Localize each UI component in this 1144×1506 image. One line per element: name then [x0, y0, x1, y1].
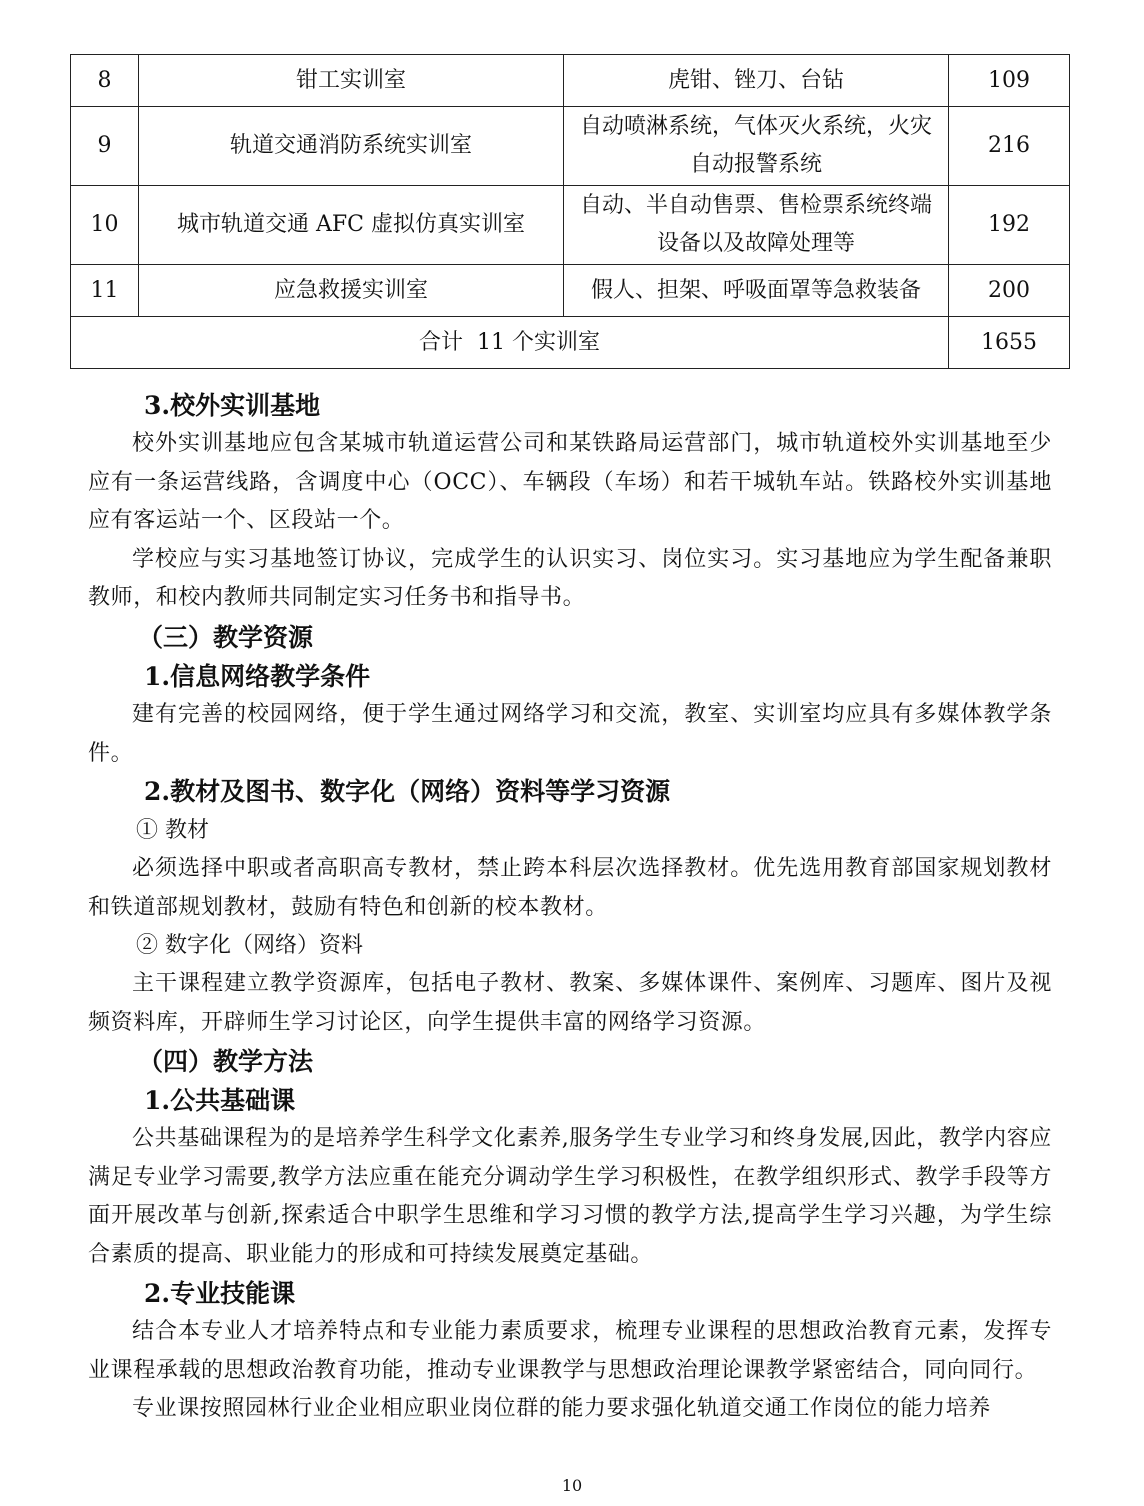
paragraph: 结合本专业人才培养特点和专业能力素质要求，梳理专业课程的思想政治教育元素，发挥专业课程承载的思想政治教育功能，推动专业课教学与思想政治理论课教学紧密结合，同向同行。 — [88, 1319, 1052, 1383]
public-course-body — [88, 1120, 1052, 1274]
room-equipment: 假人、担架、呼吸面罩等急救装备 — [564, 265, 949, 317]
table-total-row — [71, 317, 1070, 369]
paragraph: 公共基础课程为的是培养学生科学文化素养,服务学生专业学习和终身发展,因此，教学内容应满足专业学习需要,教学方法应重在能充分调动学生学习积极性，在教学组织形式、教学手段等方面开展改革与创新,探索适合中职学生思维和学习习惯的教学方法,提高学生学习兴趣，为学生综合素质的提高、职业能力的形成和可持续发展奠定基础。 — [88, 1126, 1052, 1267]
paragraph: 建有完善的校园网络，便于学生通过网络学习和交流，教室、实训室均应具有多媒体教学条件。 — [88, 702, 1052, 766]
digital-body — [88, 965, 1052, 1042]
paragraph: 学校应与实习基地签订协议，完成学生的认识实习、岗位实习。实习基地应为学生配备兼职教师，和校内教师共同制定实习任务书和指导书。 — [88, 546, 1052, 610]
total-count: 1655 — [949, 317, 1070, 369]
room-count: 216 — [949, 107, 1070, 186]
paragraph: 必须选择中职或者高职高专教材，禁止跨本科层次选择教材。优先选用教育部国家规划教材和铁道部规划教材，鼓励有特色和创新的校本教材。 — [88, 856, 1052, 920]
professional-course-body — [88, 1313, 1052, 1429]
item-digital-materials: ② 数字化（网络）资料 — [136, 933, 363, 958]
row-number: 9 — [71, 107, 139, 186]
page-number: 10 — [561, 1476, 583, 1495]
room-equipment: 虎钳、锉刀、台钻 — [564, 55, 949, 107]
subsection-heading-public: 1.公共基础课 — [144, 1086, 296, 1115]
subsection-heading-materials: 2.教材及图书、数字化（网络）资料等学习资源 — [144, 777, 671, 806]
textbook-body — [88, 850, 1052, 927]
table-row — [71, 55, 1070, 107]
item-textbook: ① 教材 — [136, 818, 209, 843]
subsection-heading-professional: 2.专业技能课 — [144, 1279, 296, 1308]
offcampus-body — [88, 425, 1052, 618]
room-name: 城市轨道交通 AFC 虚拟仿真实训室 — [139, 186, 564, 265]
section-heading-resources: （三）教学资源 — [138, 623, 314, 652]
room-name: 轨道交通消防系统实训室 — [139, 107, 564, 186]
total-label: 合计 11 个实训室 — [71, 317, 949, 369]
row-number: 10 — [71, 186, 139, 265]
room-equipment: 自动、半自动售票、售检票系统终端设备以及故障处理等 — [564, 186, 949, 265]
row-number: 8 — [71, 55, 139, 107]
section-heading-methods: （四）教学方法 — [138, 1047, 314, 1076]
table-row — [71, 186, 1070, 265]
room-name: 应急救援实训室 — [139, 265, 564, 317]
paragraph: 专业课按照园林行业企业相应职业岗位群的能力要求强化轨道交通工作岗位的能力培养 — [132, 1396, 991, 1421]
room-equipment: 自动喷淋系统，气体灭火系统，火灾自动报警系统 — [564, 107, 949, 186]
table-row — [71, 107, 1070, 186]
section-heading-offcampus: 3.校外实训基地 — [144, 391, 321, 420]
room-count: 200 — [949, 265, 1070, 317]
subsection-heading-network: 1.信息网络教学条件 — [144, 662, 371, 691]
table-row — [71, 265, 1070, 317]
paragraph: 主干课程建立教学资源库，包括电子教材、教案、多媒体课件、案例库、习题库、图片及视频资料库，开辟师生学习讨论区，向学生提供丰富的网络学习资源。 — [88, 971, 1052, 1035]
training-room-table — [70, 54, 1070, 369]
room-name: 钳工实训室 — [139, 55, 564, 107]
network-body — [88, 696, 1052, 773]
paragraph: 校外实训基地应包含某城市轨道运营公司和某铁路局运营部门，城市轨道校外实训基地至少应有一条运营线路，含调度中心（OCC）、车辆段（车场）和若干城轨车站。铁路校外实训基地应有客运站一个、区段站一个。 — [88, 431, 1052, 533]
row-number: 11 — [71, 265, 139, 317]
room-count: 192 — [949, 186, 1070, 265]
room-count: 109 — [949, 55, 1070, 107]
